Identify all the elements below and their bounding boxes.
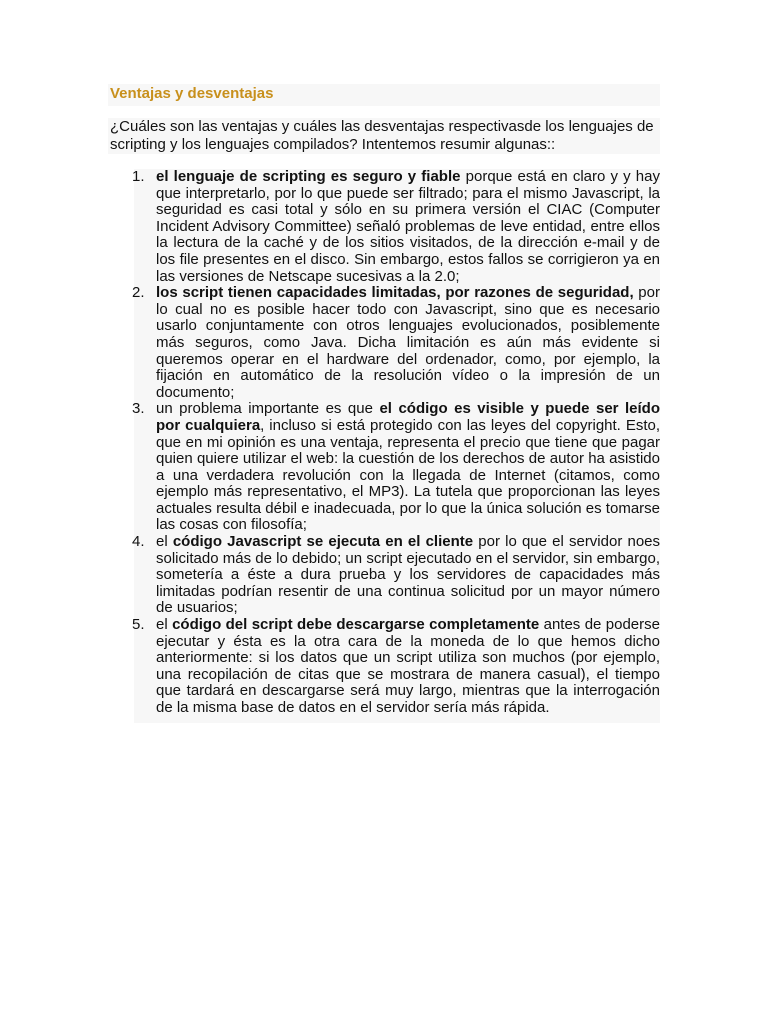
- list-item-bold: código del script debe descargarse completamente: [172, 616, 540, 634]
- list-item-lead: el: [156, 616, 173, 634]
- list-item-bold: el código es visible y puede ser leído por cualquiera: [156, 400, 660, 434]
- list-item-text: por lo cual no es posible hacer todo con Javascript, sino que es necesario usarlo conjuntamente con otros lenguajes evolucionados, posiblemente más seguros, como Java. Dicha limitación es aún más evidente si queremos operar en el hardware del ordenador, como, por ejemplo, la fijación en automático de la resolución vídeo o la impresión de un documento;: [156, 284, 660, 401]
- list-item: [110, 169, 660, 285]
- list-item-number: 2.: [132, 284, 145, 302]
- list-item-text: por lo que el servidor noes solicitado más de lo debido; un script ejecutado en el servidor, sin embargo, sometería a éste a dura prueba y los servidores de capacidades más limitadas podrían resentir de una continua solicitud por un mayor número de usuarios;: [156, 533, 661, 617]
- list-item-number: 3.: [132, 400, 145, 418]
- intro-paragraph: ¿Cuáles son las ventajas y cuáles las desventajas respectivasde los lenguajes de scripting y los lenguajes compilados? Intentemos resumir algunas::: [110, 118, 654, 153]
- numbered-list: [110, 169, 660, 717]
- list-item-bold: código Javascript se ejecuta en el cliente: [172, 533, 474, 551]
- list-item: [110, 285, 660, 401]
- list-item-text: porque está en claro y y hay que interpretarlo, por lo que puede ser filtrado; para el mismo Javascript, la seguridad es casi total y sólo en su primera versión el CIAC (Computer Incident Advisory Committee) señaló problemas de leve entidad, entre ellos la lectura de la caché y de los sitios visitados, de la dirección e-mail y de los file presentes en el disco. Sin embargo, estos fallos se corrigieron ya en las versiones de Netscape sucesivas a la 2.0;: [156, 168, 660, 285]
- list-item-lead: un problema importante es que: [156, 400, 380, 418]
- list-item-bold: los script tienen capacidades limitadas, por razones de seguridad,: [156, 284, 634, 302]
- list-item-number: 5.: [132, 616, 145, 634]
- list-item-text: , incluso si está protegido con las leyes del copyright. Esto, que en mi opinión es una ventaja, representa el precio que tiene que pagar quien quiere utilizar el web: la cuestión de los derechos de autor ha asistido a una verdadera revolución con la llegada de Internet (citamos, como ejemplo más representativo, el MP3). La tutela que proporcionan las leyes actuales resulta débil e inadecuada, por lo que la única solución es tomarse las cosas con filosofía;: [156, 416, 660, 534]
- list-item-lead: el: [156, 533, 173, 551]
- list-item-bold: el lenguaje de scripting es seguro y fiable: [156, 168, 461, 185]
- list-item-number: 1.: [132, 168, 145, 185]
- list-item-number: 4.: [132, 533, 145, 551]
- list-item: [110, 401, 660, 534]
- list-item: [110, 534, 660, 617]
- list-item-text: antes de poderse ejecutar y ésta es la otra cara de la moneda de lo que hemos dicho anteriormente: si los datos que un script utiliza son muchos (por ejemplo, una recopilación de citas que se mostrara de manera casual), el tiempo que tardará en descargarse será muy largo, mientras que la interrogación de la misma base de datos en el servidor sería más rápida.: [156, 616, 660, 716]
- list-item: [110, 617, 660, 717]
- section-heading: Ventajas y desventajas: [110, 85, 274, 102]
